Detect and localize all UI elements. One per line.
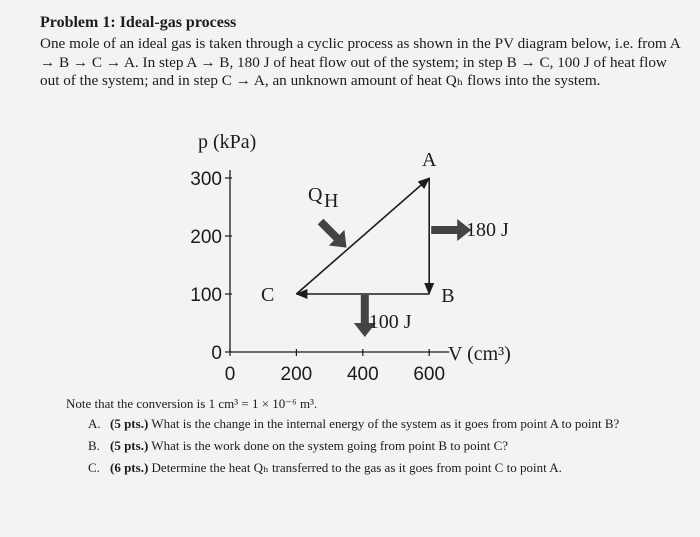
y-tick-label: 300	[190, 169, 222, 190]
point-label-c: C	[261, 284, 275, 306]
heat-label-ab: 180 J	[466, 219, 509, 241]
question-a	[88, 416, 668, 432]
y-tick-label: 0	[211, 343, 222, 364]
y-axis-label: p (kPa)	[198, 131, 257, 153]
heat-label-bc: 100 J	[368, 311, 412, 333]
pv-diagram	[160, 118, 560, 390]
question-c	[88, 460, 668, 476]
heat-label-qh: Q	[308, 184, 323, 206]
heat-arrow-ca-shape	[318, 219, 347, 248]
x-tick-label: 0	[224, 364, 236, 385]
question-b	[88, 438, 668, 454]
question-text: What is the work done on the system going from point B to point C?	[151, 438, 509, 453]
question-points: (6 pts.)	[110, 460, 149, 475]
x-axis-label: V (cm³)	[448, 343, 511, 365]
question-letter: B.	[88, 438, 100, 453]
question-text: What is the change in the internal energy of the system as it goes from point A to point B?	[151, 416, 620, 431]
question-letter: C.	[88, 460, 100, 475]
y-tick-label: 200	[190, 227, 222, 248]
problem-block	[40, 14, 680, 91]
question-points: (5 pts.)	[110, 416, 149, 431]
x-tick-label: 200	[280, 364, 313, 385]
problem-title: Problem 1: Ideal-gas process	[40, 14, 237, 31]
question-text: Determine the heat Qₕ transferred to the gas as it goes from point C to point A.	[151, 460, 562, 475]
question-points: (5 pts.)	[110, 438, 149, 453]
question-letter: A.	[88, 416, 101, 431]
problem-intro: One mole of an ideal gas is taken through a cyclic process as shown in the PV diagram below, i.e. from A → B → C → A. In step A → B, 180 J of heat flow out of the system; in step B → C, 100 J of heat flow out of the system; and in step C → A, an unknown amount of heat Qₕ flows into the system.	[40, 35, 680, 89]
question-list	[88, 416, 668, 482]
x-tick-label: 400	[346, 364, 379, 385]
unit-note: Note that the conversion is 1 cm³ = 1 × 10⁻⁶ m³.	[66, 396, 318, 411]
y-tick-label: 100	[190, 285, 222, 306]
axes	[230, 170, 449, 352]
x-tick-label: 600	[413, 364, 446, 385]
point-label-b: B	[441, 285, 455, 307]
point-label-a: A	[421, 149, 437, 171]
chart-labels	[198, 131, 511, 365]
heat-label-qh-subscript: H	[324, 190, 339, 212]
heat-arrow-ca	[318, 219, 347, 248]
